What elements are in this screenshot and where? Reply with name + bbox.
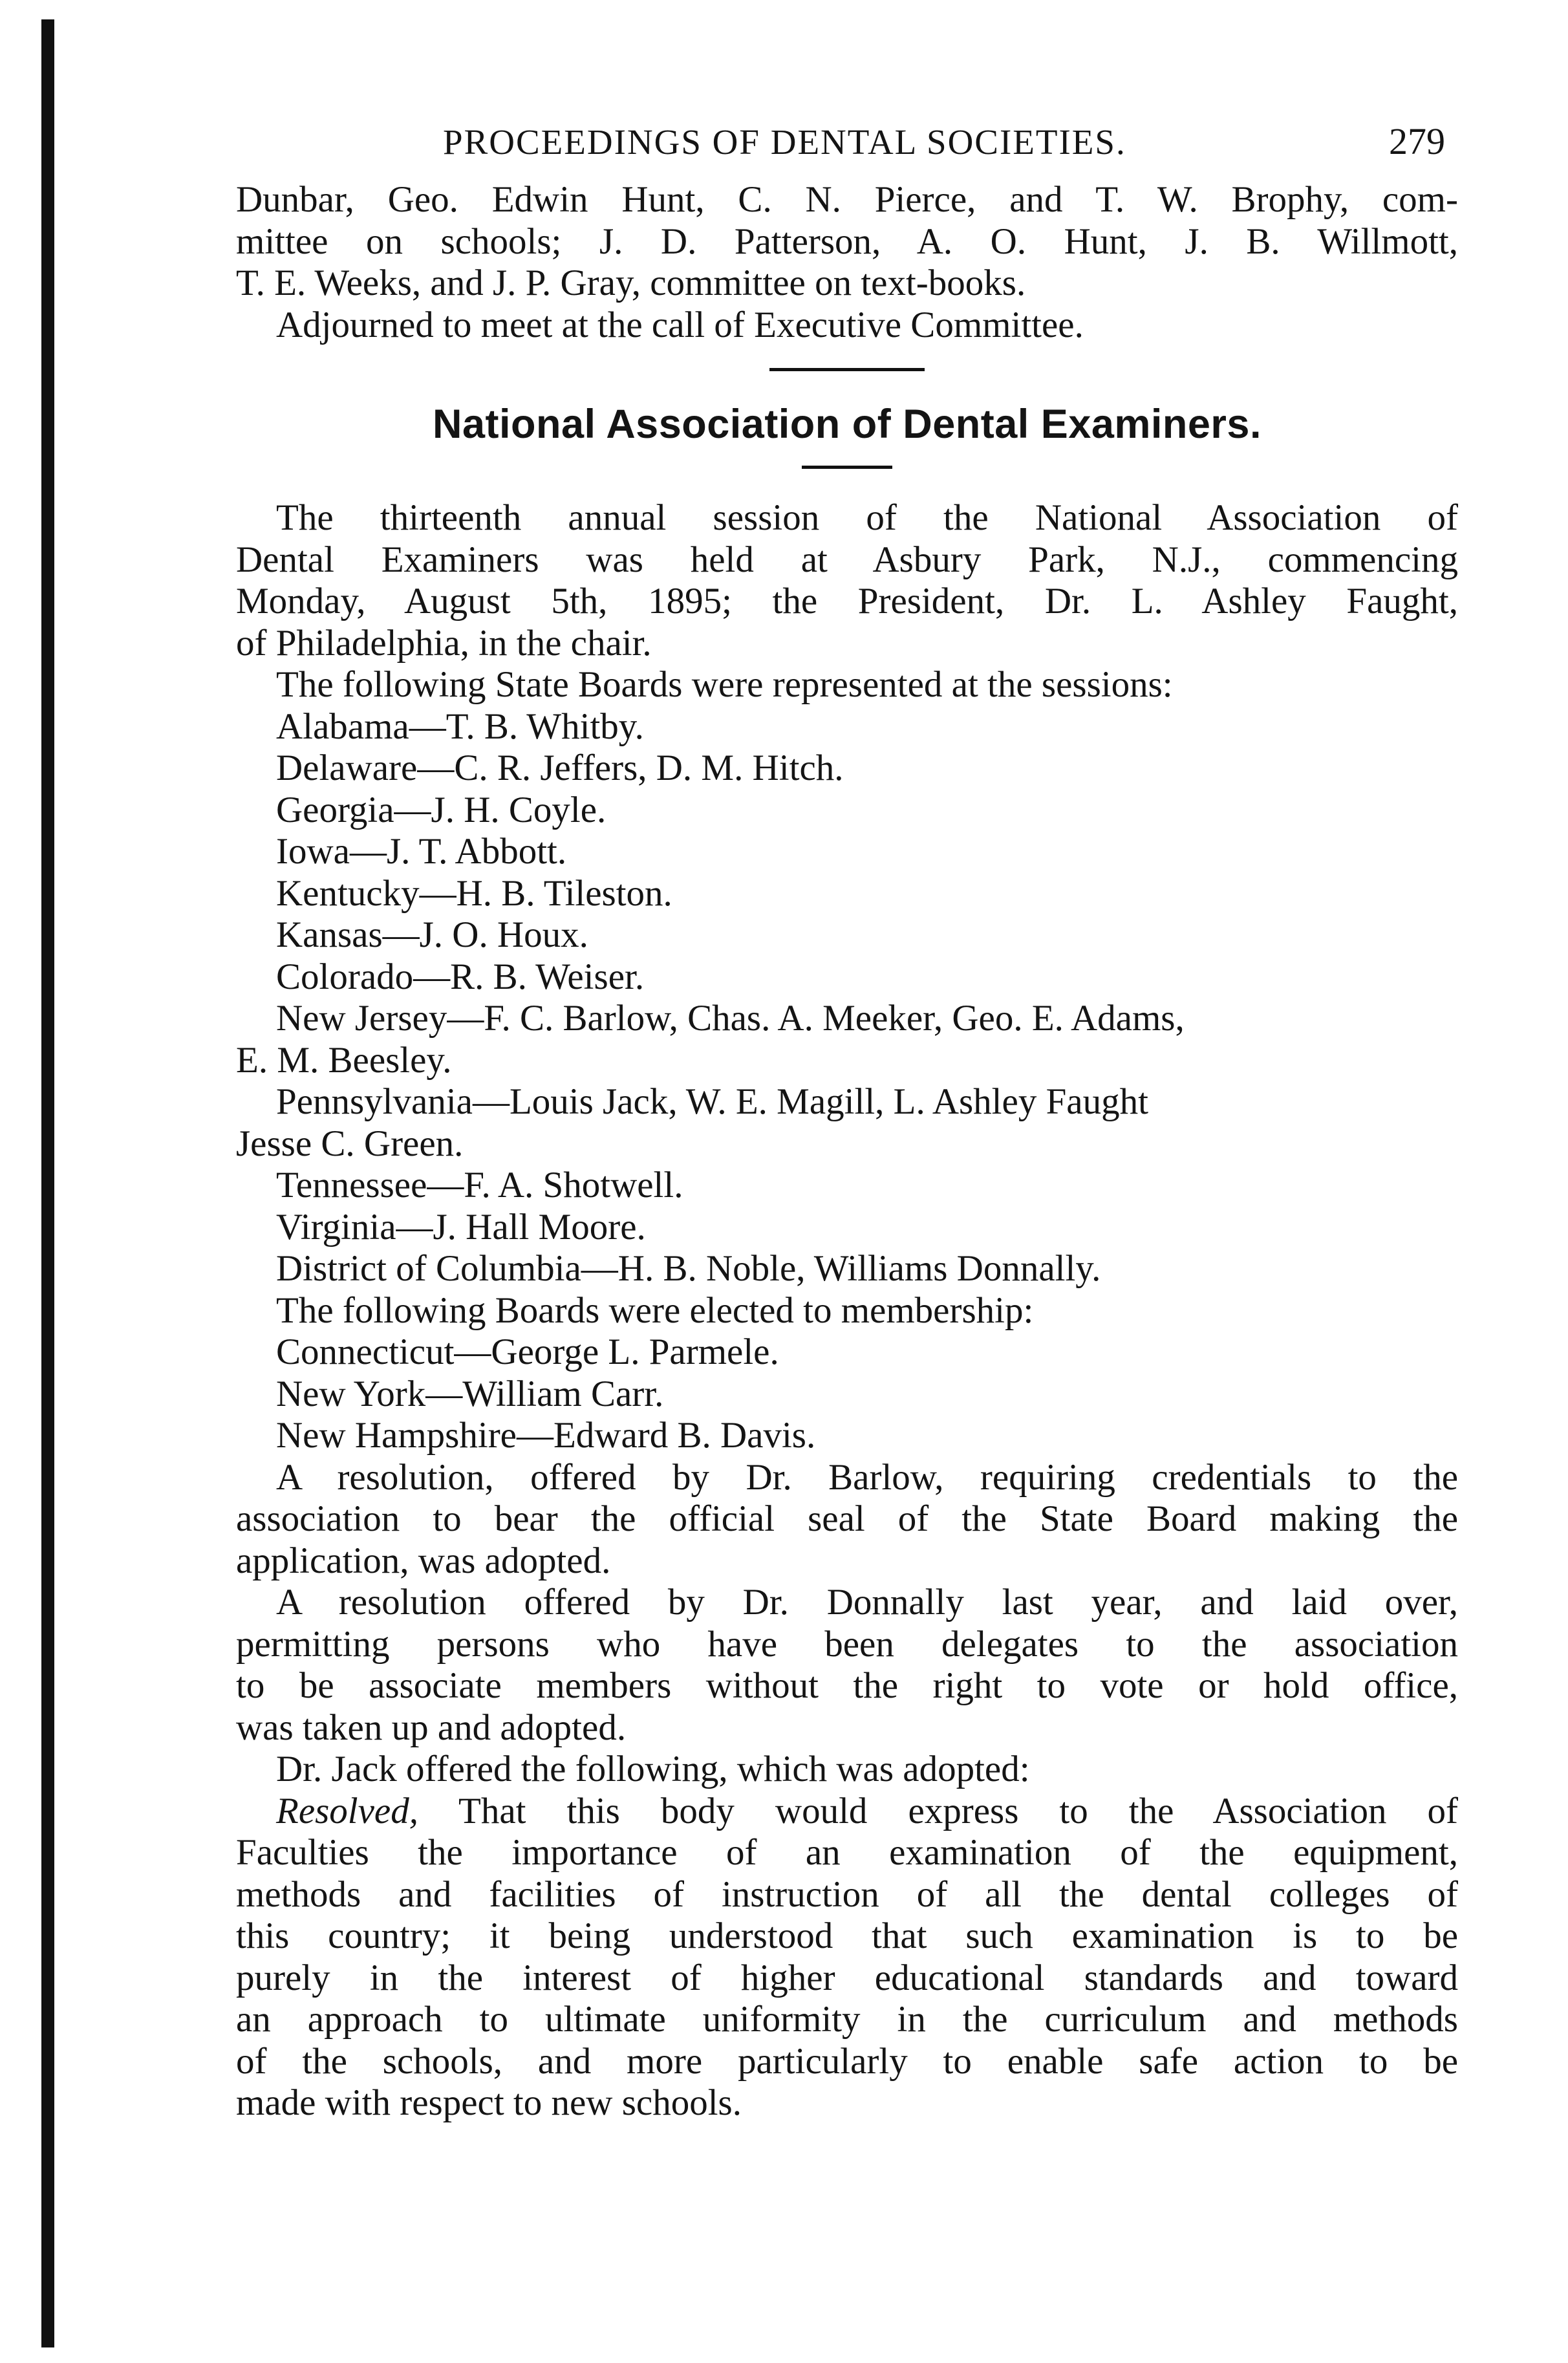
list-item: Kansas—J. O. Houx.: [276, 914, 588, 955]
text-line: association to bear the official seal of the State Board making the: [236, 1498, 1458, 1539]
list-item: New Jersey—F. C. Barlow, Chas. A. Meeker, Geo. E. Adams,: [276, 998, 1185, 1039]
text-line: A resolution offered by Dr. Donnally last year, and laid over,: [276, 1582, 1458, 1623]
page-spine-edge: [41, 19, 54, 2347]
jack-intro-line: Dr. Jack offered the following, which was adopted:: [276, 1749, 1030, 1789]
intro-paragraph: [236, 179, 1458, 346]
book-page: [236, 120, 1458, 2124]
text-line: A resolution, offered by Dr. Barlow, requiring credentials to the: [276, 1456, 1458, 1498]
running-head: PROCEEDINGS OF DENTAL SOCIETIES.: [443, 122, 1126, 162]
list-item: Iowa—J. T. Abbott.: [276, 831, 567, 872]
resolution-donnally-paragraph: [236, 1582, 1458, 1749]
list-item-continuation: E. M. Beesley.: [236, 1039, 452, 1081]
list-item: Connecticut—George L. Parmele.: [276, 1332, 779, 1372]
text-line: Dunbar, Geo. Edwin Hunt, C. N. Pierce, and T. W. Brophy, com-: [236, 179, 1458, 220]
text-line: an approach to ultimate uniformity in the curriculum and methods: [236, 1999, 1458, 2040]
page-number: 279: [1389, 120, 1445, 162]
list-item: New York—William Carr.: [276, 1373, 664, 1414]
resolved-first-line: [236, 1791, 1458, 1833]
text-line: made with respect to new schools.: [236, 2082, 742, 2123]
text-line: Faculties the importance of an examination of the equipment,: [236, 1832, 1458, 1873]
text-line: Dental Examiners was held at Asbury Park, N.J., commencing: [236, 539, 1458, 580]
list-item: Alabama—T. B. Whitby.: [276, 706, 644, 747]
section-divider: [769, 368, 925, 371]
resolved-paragraph: [236, 1791, 1458, 2124]
text-line: methods and facilities of instruction of all the dental colleges of: [236, 1873, 1458, 1915]
text-line: of Philadelphia, in the chair.: [236, 622, 652, 664]
text-line: was taken up and adopted.: [236, 1707, 627, 1748]
list-item-continuation: Jesse C. Green.: [236, 1123, 464, 1164]
text-line: Monday, August 5th, 1895; the President, Dr. L. Ashley Faught,: [236, 581, 1458, 621]
list-item: Georgia—J. H. Coyle.: [276, 789, 607, 830]
title-underline: [802, 466, 892, 469]
resolved-word: Resolved,: [276, 1790, 418, 1831]
adjourned-line: Adjourned to meet at the call of Executive Committee.: [276, 304, 1084, 345]
opening-paragraph: [236, 497, 1458, 664]
text-line: permitting persons who have been delegates to the association: [236, 1623, 1458, 1665]
text-line: purely in the interest of higher educational standards and toward: [236, 1957, 1458, 1998]
list-item: Tennessee—F. A. Shotwell.: [276, 1165, 683, 1205]
text-line: this country; it being understood that such examination is to be: [236, 1915, 1458, 1956]
list-item: Kentucky—H. B. Tileston.: [276, 872, 672, 914]
elected-intro: The following Boards were elected to membership:: [276, 1289, 1034, 1331]
text-line: to be associate members without the right to vote or hold office,: [236, 1665, 1458, 1706]
page-header: [236, 120, 1458, 179]
text-line: The thirteenth annual session of the National Association of: [276, 497, 1458, 538]
boards-represented-list: [236, 706, 1458, 1290]
list-item: New Hampshire—Edward B. Davis.: [276, 1415, 816, 1456]
list-item: Delaware—C. R. Jeffers, D. M. Hitch.: [276, 748, 844, 788]
list-item: Virginia—J. Hall Moore.: [276, 1206, 646, 1247]
list-item: Colorado—R. B. Weiser.: [276, 956, 645, 997]
list-item: Pennsylvania—Louis Jack, W. E. Magill, L. Ashley Faught: [276, 1081, 1148, 1122]
resolution-barlow-paragraph: [236, 1457, 1458, 1582]
text-line: application, was adopted.: [236, 1540, 611, 1581]
text-line: mittee on schools; J. D. Patterson, A. O. Hunt, J. B. Willmott,: [236, 221, 1458, 262]
list-item: District of Columbia—H. B. Noble, Williams Donnally.: [276, 1248, 1101, 1289]
text-line: T. E. Weeks, and J. P. Gray, committee on text-books.: [236, 263, 1026, 303]
section-title: National Association of Dental Examiners.: [433, 402, 1262, 447]
represented-intro: The following State Boards were represented at the sessions:: [276, 664, 1173, 705]
boards-elected-list: [236, 1332, 1458, 1457]
resolved-first-rest: That this body would express to the Association of: [458, 1790, 1458, 1831]
text-line: of the schools, and more particularly to enable safe action to be: [236, 2040, 1458, 2082]
